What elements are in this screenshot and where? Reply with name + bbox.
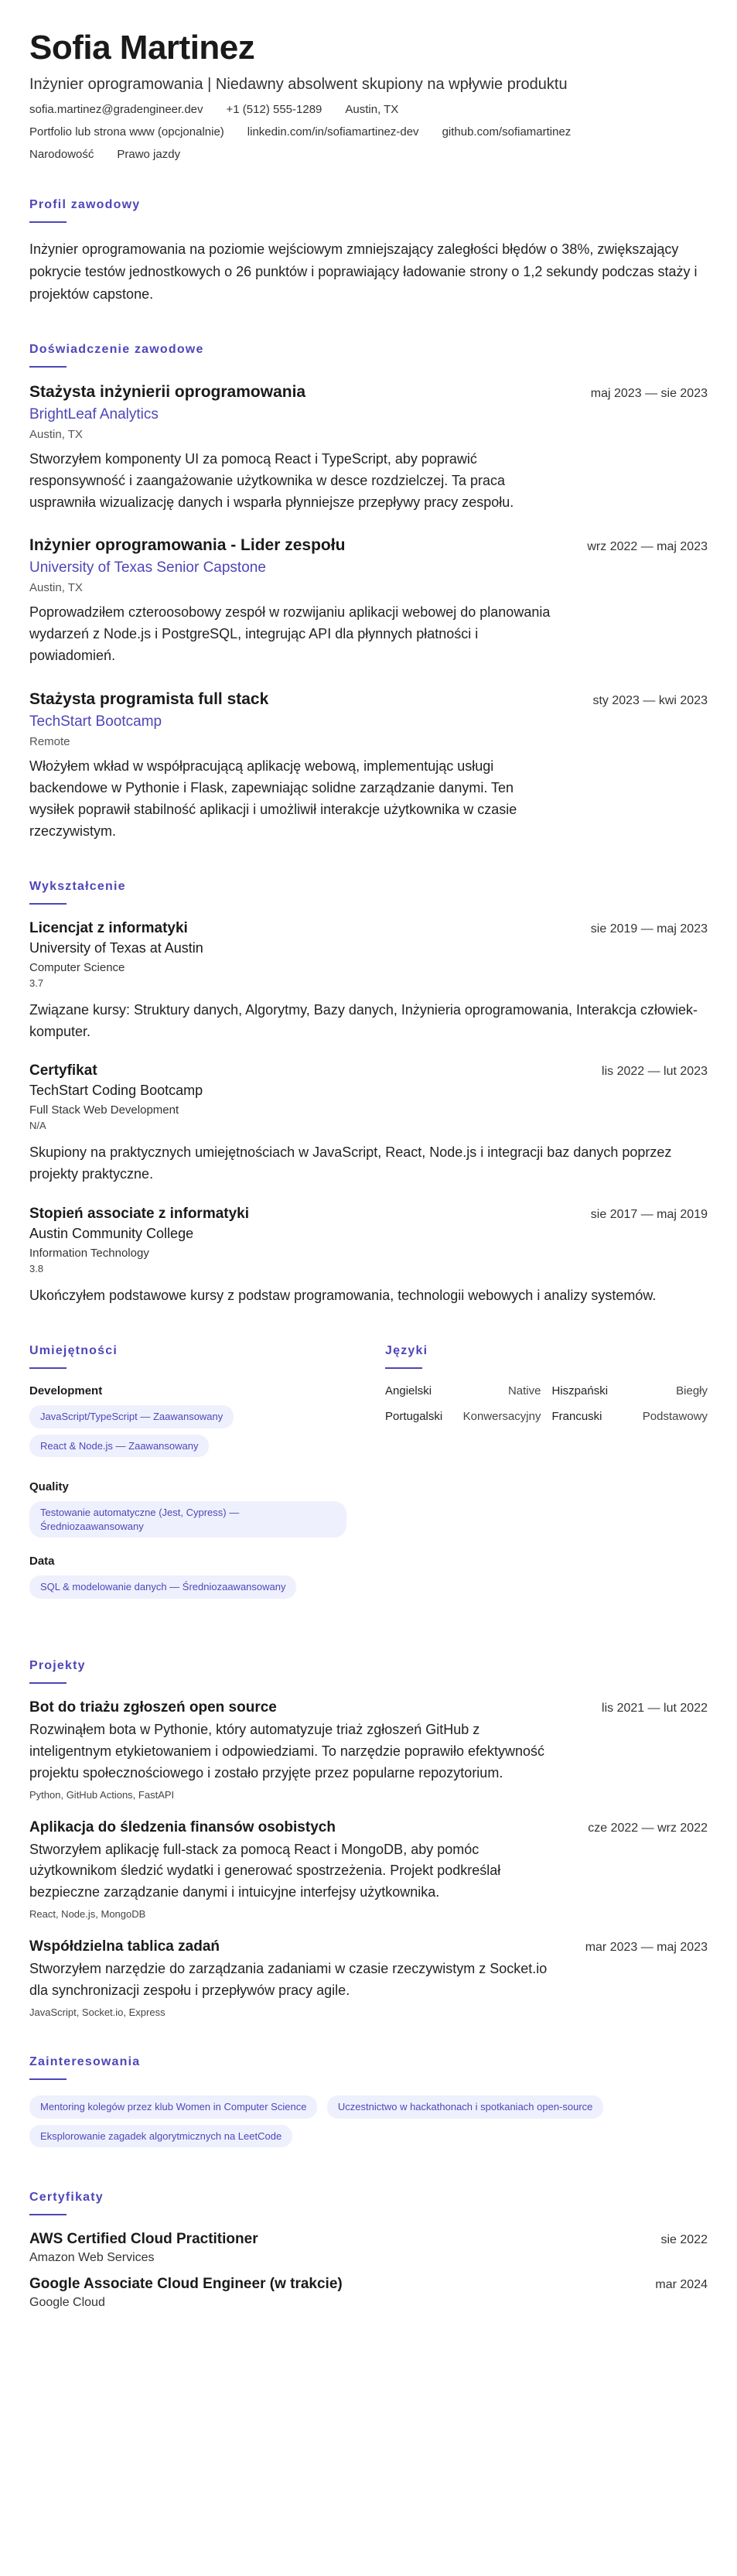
skill-tag: React & Node.js — Zaawansowany: [29, 1435, 209, 1458]
company-name: BrightLeaf Analytics: [29, 405, 159, 422]
section-title: Umiejętności: [29, 1344, 118, 1358]
school-name: TechStart Coding Bootcamp: [29, 1083, 203, 1099]
contact-row-links: [29, 125, 708, 139]
interests-list: [29, 2095, 708, 2154]
school-name: Austin Community College: [29, 1226, 194, 1242]
languages-list: [385, 1384, 708, 1423]
experience-entry: [29, 536, 708, 667]
phone-number[interactable]: +1 (512) 555-1289: [226, 103, 322, 117]
language-item: [552, 1410, 708, 1423]
degree-title: Stopień associate z informatyki: [29, 1206, 250, 1223]
education-entry: [29, 920, 708, 1043]
projects-section: [29, 1659, 708, 2018]
education-dates: sie 2019 — maj 2023: [590, 922, 708, 936]
section-divider: [29, 1367, 67, 1369]
education-description: Ukończyłem podstawowe kursy z podstaw programowania, technologii webowych i analizy systemów.: [29, 1288, 657, 1304]
field-of-study: Computer Science: [29, 960, 125, 974]
certifications-section: [29, 2191, 708, 2310]
skill-group: [29, 1384, 354, 1463]
education-entry: [29, 1062, 708, 1185]
job-dates: wrz 2022 — maj 2023: [587, 540, 708, 554]
location: Austin, TX: [345, 103, 399, 117]
job-location: Austin, TX: [29, 581, 83, 595]
contact-row-primary: [29, 103, 708, 116]
job-title: Inżynier oprogramowania - Lider zespołu: [29, 536, 346, 555]
education-description: Skupiony na praktycznych umiejętnościach w JavaScript, React, Node.js i integracji baz danych poprzez projekty praktyczne.: [29, 1144, 672, 1182]
language-level: Konwersacyjny: [462, 1410, 541, 1424]
linkedin-link[interactable]: linkedin.com/in/sofiamartinez-dev: [247, 125, 419, 139]
company-name: University of Texas Senior Capstone: [29, 559, 266, 576]
language-level: Podstawowy: [642, 1410, 708, 1424]
project-dates: lis 2021 — lut 2022: [602, 1701, 708, 1715]
experience-section: [29, 343, 708, 843]
project-description: Rozwinąłem bota w Pythonie, który automatyzuje triaż zgłoszeń GitHub z inteligentnym etykietowaniem i odpowiedziami. To narzędzie poprawiło efektywność projektu społecznościowego i zostało przyjęte przez popularne repozytorium.: [29, 1721, 545, 1781]
job-description: Stworzyłem komponenty UI za pomocą React i TypeScript, aby poprawić responsywność i zaangażowanie użytkownika w desce rozdzielczej. Ta praca usprawniła wizualizację danych i wsparła płynniejsze przepływy pracy zespołu.: [29, 450, 514, 510]
language-name: Angielski: [385, 1384, 432, 1398]
interest-tag: Mentoring kolegów przez klub Women in Computer Science: [29, 2095, 317, 2119]
language-name: Portugalski: [385, 1410, 443, 1424]
field-of-study: Information Technology: [29, 1247, 149, 1261]
project-entry: [29, 1699, 708, 1801]
certification-name: Google Associate Cloud Engineer (w trakcie): [29, 2276, 343, 2293]
interests-section: [29, 2055, 708, 2154]
experience-entry: [29, 383, 708, 514]
skill-tag: JavaScript/TypeScript — Zaawansowany: [29, 1405, 234, 1428]
languages-column: [385, 1344, 708, 1622]
driving-license: Prawo jazdy: [117, 148, 181, 162]
company-name: TechStart Bootcamp: [29, 713, 162, 730]
language-level: Native: [507, 1384, 541, 1398]
nationality: Narodowość: [29, 148, 94, 162]
job-description: Włożyłem wkład w współpracującą aplikację webową, implementując usługi backendowe w Pythonie i Flask, zapewniając solidne zarządzanie danymi. Ten wysiłek poprawił stabilność aplikacji i umożliwił interakcje użytkownika w czasie rzeczywistym.: [29, 758, 517, 839]
project-description: Stworzyłem narzędzie do zarządzania zadaniami w czasie rzeczywistym z Socket.io dla synchronizacji zespołu i przepływów pracy agile.: [29, 1961, 548, 1999]
job-title: Stażysta programista full stack: [29, 690, 269, 709]
skill-category: Development: [29, 1384, 103, 1398]
interest-tag: Eksplorowanie zagadek algorytmicznych na LeetCode: [29, 2125, 292, 2148]
language-name: Hiszpański: [551, 1384, 609, 1398]
section-divider: [29, 1682, 67, 1684]
certification-entry: [29, 2276, 708, 2310]
project-tech-stack: JavaScript, Socket.io, Express: [29, 2006, 165, 2018]
resume-header: [29, 29, 708, 161]
section-divider: [29, 221, 67, 223]
email-link[interactable]: sofia.martinez@gradengineer.dev: [29, 103, 203, 117]
project-dates: cze 2022 — wrz 2022: [588, 1821, 708, 1835]
job-location: Remote: [29, 735, 70, 749]
language-level: Biegły: [676, 1384, 708, 1398]
education-entry: [29, 1206, 708, 1307]
project-name: Współdzielna tablica zadań: [29, 1938, 220, 1955]
gpa: 3.7: [29, 977, 44, 989]
section-divider: [29, 2078, 67, 2080]
language-item: [385, 1384, 541, 1397]
job-dates: sty 2023 — kwi 2023: [592, 694, 708, 708]
project-entry: [29, 1938, 708, 2018]
candidate-name: Sofia Martinez: [29, 29, 255, 67]
project-name: Bot do triażu zgłoszeń open source: [29, 1699, 277, 1716]
skills-languages-section: [29, 1344, 708, 1622]
job-location: Austin, TX: [29, 427, 83, 441]
summary-text: Inżynier oprogramowania na poziomie wejściowym zmniejszający zaległości błędów o 38%, zwiększający pokrycie testów jednostkowych o 26 punktów i poprawiający ładowanie strony o 1,2 sekundy podczas staży i projektów capstone.: [29, 241, 698, 302]
skill-category: Quality: [29, 1480, 69, 1494]
project-description: Stworzyłem aplikację full-stack za pomocą React i MongoDB, aby pomóc użytkownikom śledzić wydatki i generować spostrzeżenia. Projekt podkreślał bezpieczne zarządzanie danymi i intuicyjne interfejsy użytkownika.: [29, 1841, 501, 1900]
certification-date: mar 2024: [655, 2278, 708, 2292]
contact-row-extra: [29, 148, 708, 161]
school-name: University of Texas at Austin: [29, 939, 203, 956]
section-title: Certyfikaty: [29, 2191, 104, 2205]
section-title: Wykształcenie: [29, 879, 126, 893]
section-divider: [29, 903, 67, 905]
gpa: N/A: [29, 1120, 46, 1132]
section-divider: [29, 366, 67, 368]
language-name: Francuski: [551, 1410, 602, 1424]
section-title: Zainteresowania: [29, 2055, 141, 2068]
skill-category: Data: [29, 1555, 55, 1569]
summary-section: [29, 198, 708, 305]
section-title: Projekty: [29, 1658, 86, 1672]
certification-entry: [29, 2231, 708, 2265]
skill-group: [29, 1480, 354, 1538]
project-tech-stack: React, Node.js, MongoDB: [29, 1908, 146, 1921]
education-dates: sie 2017 — maj 2019: [590, 1208, 708, 1222]
section-divider: [385, 1367, 422, 1369]
section-title: Doświadczenie zawodowe: [29, 342, 204, 356]
headline: Inżynier oprogramowania | Niedawny absolwent skupiony na wpływie produktu: [29, 76, 568, 94]
project-entry: [29, 1819, 708, 1921]
job-description: Poprowadziłem czteroosobowy zespół w rozwijaniu aplikacji webowej do planowania wydarzeń z Node.js i PostgreSQL, integrując API dla płynnych płatności i powiadomień.: [29, 604, 551, 664]
certification-date: sie 2022: [660, 2233, 708, 2247]
certification-name: AWS Certified Cloud Practitioner: [29, 2231, 258, 2248]
education-description: Związane kursy: Struktury danych, Algorytmy, Bazy danych, Inżynieria oprogramowania, Interakcja człowiek-komputer.: [29, 1001, 698, 1039]
job-title: Stażysta inżynierii oprogramowania: [29, 382, 306, 401]
skills-column: [29, 1344, 354, 1622]
skill-group: [29, 1555, 354, 1605]
project-name: Aplikacja do śledzenia finansów osobistych: [29, 1818, 336, 1835]
degree-title: Certyfikat: [29, 1062, 97, 1079]
job-dates: maj 2023 — sie 2023: [590, 386, 708, 400]
section-title: Profil zawodowy: [29, 198, 141, 212]
field-of-study: Full Stack Web Development: [29, 1103, 179, 1117]
gpa: 3.8: [29, 1263, 44, 1275]
section-divider: [29, 2214, 67, 2215]
education-section: [29, 880, 708, 1307]
education-dates: lis 2022 — lut 2023: [602, 1065, 708, 1079]
project-tech-stack: Python, GitHub Actions, FastAPI: [29, 1788, 175, 1801]
language-item: [385, 1410, 541, 1423]
portfolio-link[interactable]: Portfolio lub strona www (opcjonalnie): [29, 125, 224, 139]
certification-issuer: Google Cloud: [29, 2296, 105, 2310]
skill-tag: SQL & modelowanie danych — Średniozaawansowany: [29, 1575, 296, 1599]
project-dates: mar 2023 — maj 2023: [585, 1941, 708, 1955]
interest-tag: Uczestnictwo w hackathonach i spotkaniach open-source: [327, 2095, 604, 2119]
degree-title: Licencjat z informatyki: [29, 919, 188, 936]
section-title: Języki: [385, 1344, 428, 1358]
skill-tag: Testowanie automatyczne (Jest, Cypress) — Średniozaawansowany: [29, 1501, 346, 1538]
certification-issuer: Amazon Web Services: [29, 2251, 155, 2265]
language-item: [552, 1384, 708, 1397]
experience-entry: [29, 690, 708, 843]
github-link[interactable]: github.com/sofiamartinez: [442, 125, 572, 139]
